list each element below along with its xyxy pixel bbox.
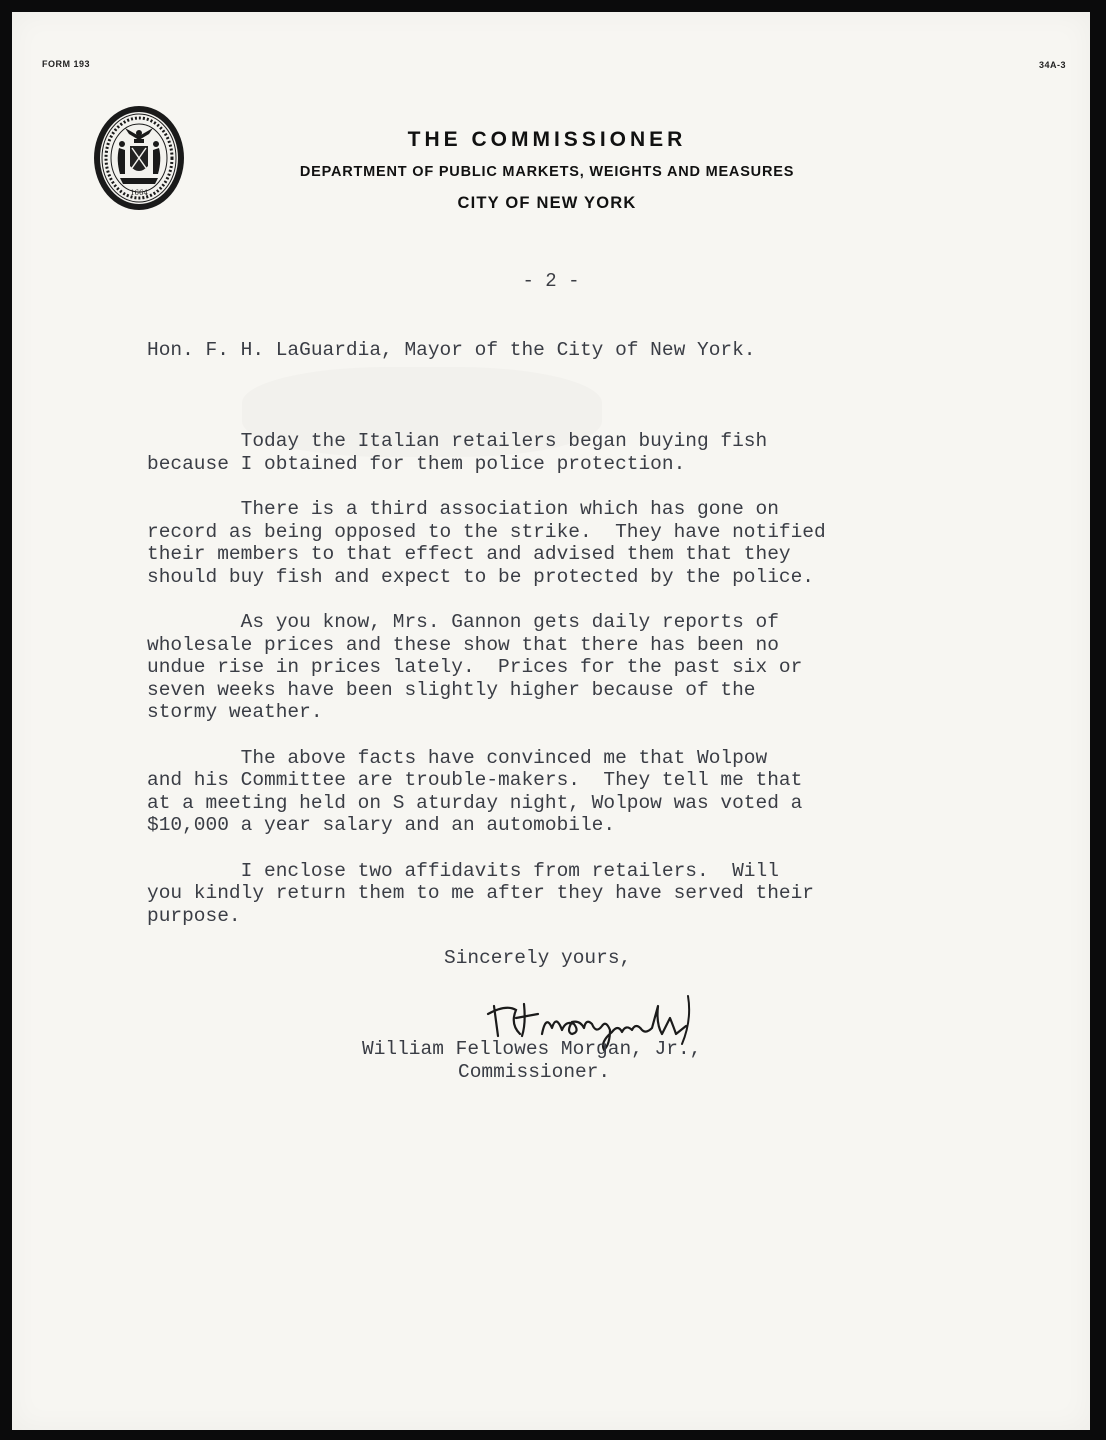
letter-page bbox=[12, 12, 1090, 1430]
letterhead bbox=[212, 128, 882, 213]
paragraph: I enclose two affidavits from retailers. Will you kindly return them to me after they have served their purpose. bbox=[147, 859, 815, 927]
signer-title: Commissioner. bbox=[458, 1061, 611, 1083]
signer-name: William Fellowes Morgan, Jr., bbox=[362, 1038, 702, 1060]
letterhead-title: THE COMMISSIONER bbox=[407, 128, 687, 151]
letterhead-department: DEPARTMENT OF PUBLIC MARKETS, WEIGHTS AND MEASURES bbox=[299, 164, 795, 180]
paragraph: As you know, Mrs. Gannon gets daily reports of wholesale prices and these show that there has been no undue rise in prices lately. Prices for the past six or seven weeks have been slightly higher because of the stormy weather. bbox=[147, 611, 803, 723]
form-code: 34A-3 bbox=[1038, 60, 1066, 70]
city-seal-icon bbox=[92, 104, 186, 212]
closing: Sincerely yours, bbox=[444, 947, 632, 969]
paragraph: The above facts have convinced me that Wolpow and his Committee are trouble-makers. They tell me that at a meeting held on S aturday night, Wolpow was voted a $10,000 a year salary and an automobile. bbox=[147, 746, 803, 836]
letter-body bbox=[147, 430, 947, 950]
paragraph: There is a third association which has gone on record as being opposed to the strike. They have notified their members to that effect and advised them that they should buy fish and expect to be protected by the police. bbox=[147, 498, 826, 588]
letterhead-city: CITY OF NEW YORK bbox=[457, 194, 637, 212]
seal-year: 1664 bbox=[130, 189, 148, 197]
salutation: Hon. F. H. LaGuardia, Mayor of the City of New York. bbox=[147, 339, 756, 361]
form-number: FORM 193 bbox=[42, 59, 91, 69]
page-number: - 2 - bbox=[522, 270, 580, 292]
paragraph: Today the Italian retailers began buying fish because I obtained for them police protection. bbox=[147, 430, 768, 475]
